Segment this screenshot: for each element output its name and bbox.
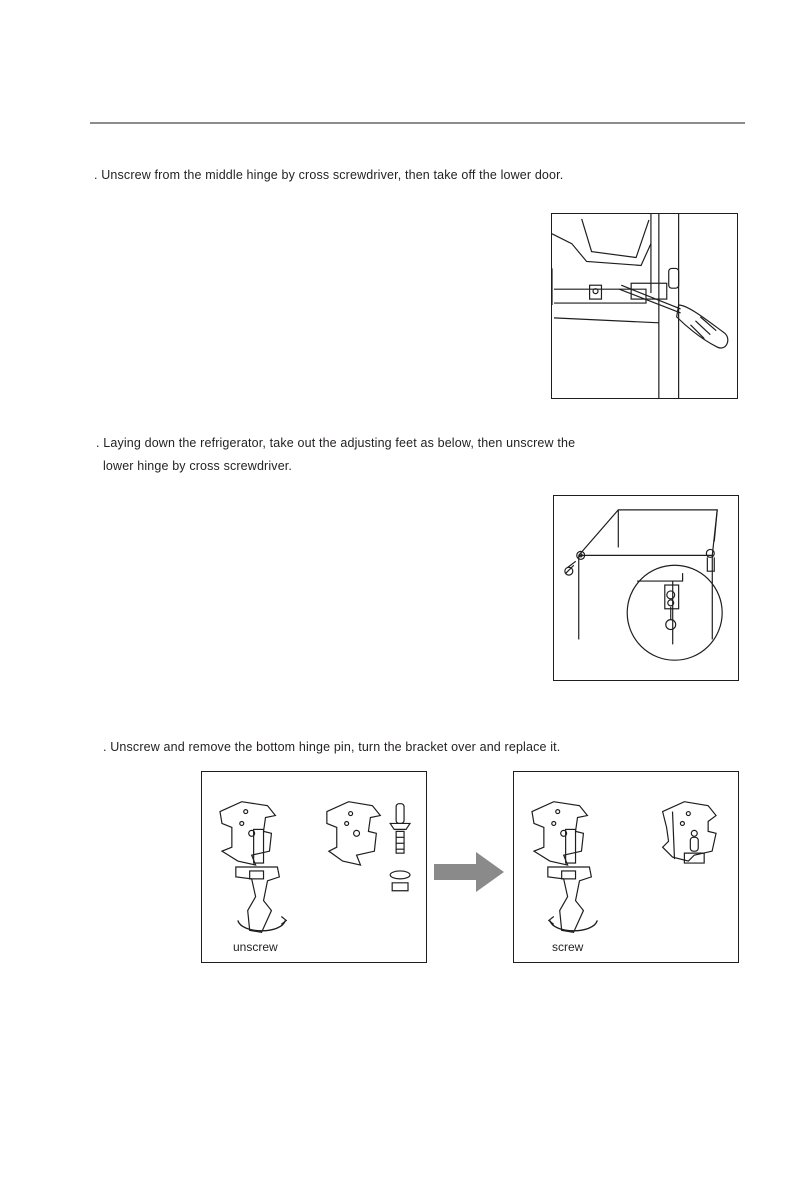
unscrew-hinge-pin-illustration: [202, 772, 426, 962]
screw-label: screw: [552, 940, 584, 954]
step-2-text-line2: lower hinge by cross screwdriver.: [103, 459, 293, 473]
unscrew-label: unscrew: [233, 940, 278, 954]
step-1-text: . Unscrew from the middle hinge by cross screwdriver, then take off the lower door.: [94, 168, 564, 182]
process-arrow-icon: [434, 852, 504, 892]
lower-hinge-illustration: [554, 496, 738, 680]
step-3-text: . Unscrew and remove the bottom hinge pin, turn the bracket over and replace it.: [103, 740, 561, 754]
figure-middle-hinge: [551, 213, 738, 399]
figure-lower-hinge: [553, 495, 739, 681]
figure-unscrew-hinge-pin: [201, 771, 427, 963]
screw-hinge-pin-illustration: [514, 772, 738, 962]
middle-hinge-illustration: [552, 214, 737, 398]
figure-screw-hinge-pin: [513, 771, 739, 963]
step-2-text-line1: . Laying down the refrigerator, take out the adjusting feet as below, then unscrew the: [96, 436, 576, 450]
header-divider: [90, 122, 745, 124]
